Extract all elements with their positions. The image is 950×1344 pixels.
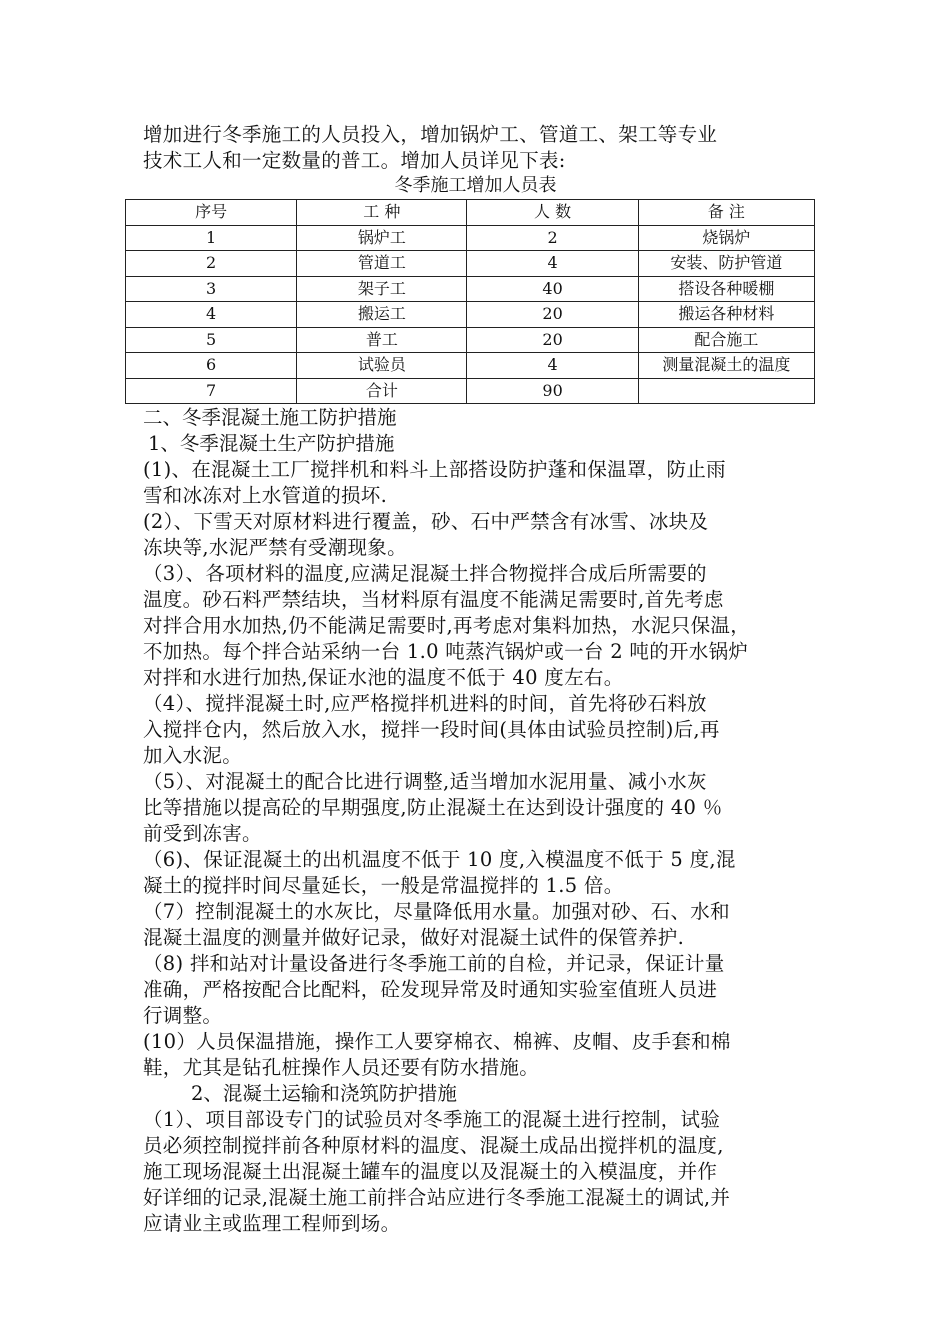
measure-line: 准确，严格按配合比配料，砼发现异常及时通知实验室值班人员进 <box>143 978 718 1001</box>
measure-line: 不加热。每个拌合站采纳一台 1.0 吨蒸汽锅炉或一台 2 吨的开水锅炉 <box>143 640 749 663</box>
table-cell <box>638 378 814 404</box>
table-cell: 4 <box>467 353 638 379</box>
measure-item <box>143 561 808 691</box>
table-cell: 4 <box>126 302 297 328</box>
table-cell: 测量混凝土的温度 <box>638 353 814 379</box>
measure-item <box>143 769 808 847</box>
table-cell: 搭设各种暖棚 <box>638 276 814 302</box>
table-caption: 冬季施工增加人员表 <box>394 175 557 196</box>
table-cell: 3 <box>126 276 297 302</box>
table-cell: 1 <box>126 225 297 251</box>
staff-table <box>125 199 815 404</box>
measure-line: 温度。砂石料严禁结块，当材料原有温度不能满足需要时,首先考虑 <box>143 588 724 611</box>
table-row <box>126 378 815 404</box>
intro-paragraph <box>143 122 808 198</box>
measure-line: (1)、在混凝土工厂搅拌机和料斗上部搭设防护蓬和保温罩，防止雨 <box>143 458 726 481</box>
intro-line: 技术工人和一定数量的普工。增加人员详见下表: <box>143 149 566 172</box>
measure-line: 冻块等,水泥严禁有受潮现象。 <box>143 536 407 559</box>
table-row <box>126 225 815 251</box>
measure-item <box>143 1029 808 1081</box>
measure-line: （3）、各项材料的温度,应满足混凝土拌合物搅拌合成后所需要的 <box>143 562 707 585</box>
measures-list <box>143 457 808 1081</box>
measure-line: (2）、下雪天对原材料进行覆盖，砂、石中严禁含有冰雪、冰块及 <box>143 510 709 533</box>
measure-line: 比等措施以提高砼的早期强度,防止混凝土在达到设计强度的 40 ％ <box>143 796 723 819</box>
subsection-title: 2、混凝土运输和浇筑防护措施 <box>191 1082 457 1105</box>
table-cell: 安装、防护管道 <box>638 251 814 277</box>
measure-line: （1）、项目部设专门的试验员对冬季施工的混凝土进行控制，试验 <box>143 1108 721 1131</box>
table-row <box>126 327 815 353</box>
measure-line: 好详细的记录,混凝土施工前拌合站应进行冬季施工混凝土的调试,并 <box>143 1186 731 1209</box>
measure-item <box>143 899 808 951</box>
table-cell: 烧锅炉 <box>638 225 814 251</box>
measure-line: 前受到冻害。 <box>143 822 262 845</box>
table-cell: 4 <box>467 251 638 277</box>
intro-line: 增加进行冬季施工的人员投入，增加锅炉工、管道工、架工等专业 <box>143 123 718 146</box>
table-cell: 试验员 <box>297 353 467 379</box>
header-cell: 工 种 <box>297 200 467 226</box>
measure-line: 鞋，尤其是钻孔桩操作人员还要有防水措施。 <box>143 1056 540 1079</box>
measure-line: (10）人员保温措施，操作工人要穿棉衣、棉裤、皮帽、皮手套和棉 <box>143 1030 731 1053</box>
measure-line: 混凝土温度的测量并做好记录，做好对混凝土试件的保管养护. <box>143 926 685 949</box>
table-row <box>126 276 815 302</box>
subsection-title: 1、冬季混凝土生产防护措施 <box>148 432 395 455</box>
measure-line: 对拌合用水加热,仍不能满足需要时,再考虑对集料加热，水泥只保温， <box>143 614 750 637</box>
table-cell: 90 <box>467 378 638 404</box>
measure-line: 行调整。 <box>143 1004 223 1027</box>
table-cell: 锅炉工 <box>297 225 467 251</box>
measure-item <box>143 691 808 769</box>
measure-line: （5）、对混凝土的配合比进行调整,适当增加水泥用量、减小水灰 <box>143 770 707 793</box>
measure-line: （4）、搅拌混凝土时,应严格搅拌机进料的时间，首先将砂石料放 <box>143 692 707 715</box>
transport-measures-list <box>143 1107 808 1237</box>
table-body <box>126 225 815 404</box>
table-row <box>126 302 815 328</box>
header-cell: 备 注 <box>638 200 814 226</box>
table-cell: 7 <box>126 378 297 404</box>
table-cell: 20 <box>467 302 638 328</box>
measure-item <box>143 1107 808 1237</box>
measure-line: （7）控制混凝土的水灰比，尽量降低用水量。加强对砂、石、水和 <box>143 900 730 923</box>
table-cell: 搬运各种材料 <box>638 302 814 328</box>
table-row <box>126 353 815 379</box>
measure-line: 应请业主或监理工程师到场。 <box>143 1212 401 1235</box>
table-cell: 2 <box>467 225 638 251</box>
measure-line: 加入水泥。 <box>143 744 243 767</box>
table-cell: 配合施工 <box>638 327 814 353</box>
table-row <box>126 251 815 277</box>
table-cell: 普工 <box>297 327 467 353</box>
measure-line: 对拌和水进行加热,保证水池的温度不低于 40 度左右。 <box>143 666 624 689</box>
header-cell: 序号 <box>126 200 297 226</box>
measure-item <box>143 847 808 899</box>
table-cell: 合计 <box>297 378 467 404</box>
measure-line: （8) 拌和站对计量设备进行冬季施工前的自检，并记录，保证计量 <box>143 952 725 975</box>
table-cell: 20 <box>467 327 638 353</box>
table-cell: 架子工 <box>297 276 467 302</box>
measure-line: （6)、保证混凝土的出机温度不低于 10 度,入模温度不低于 5 度,混 <box>143 848 736 871</box>
table-cell: 6 <box>126 353 297 379</box>
measure-item <box>143 509 808 561</box>
measure-line: 员必须控制搅拌前各种原材料的温度、混凝土成品出搅拌机的温度, <box>143 1134 724 1157</box>
table-cell: 搬运工 <box>297 302 467 328</box>
table-cell: 40 <box>467 276 638 302</box>
header-cell: 人 数 <box>467 200 638 226</box>
table-cell: 管道工 <box>297 251 467 277</box>
measure-item <box>143 457 808 509</box>
table-cell: 5 <box>126 327 297 353</box>
table-cell: 2 <box>126 251 297 277</box>
section-title: 二、冬季混凝土施工防护措施 <box>143 406 397 429</box>
measure-line: 施工现场混凝土出混凝土罐车的温度以及混凝土的入模温度，并作 <box>143 1160 718 1183</box>
measure-item <box>143 951 808 1029</box>
measure-line: 雪和冰冻对上水管道的损坏. <box>143 484 388 507</box>
measure-line: 入搅拌仓内，然后放入水，搅拌一段时间(具体由试验员控制)后,再 <box>143 718 720 741</box>
section-2 <box>143 405 808 1237</box>
measure-line: 凝土的搅拌时间尽量延长，一般是常温搅拌的 1.5 倍。 <box>143 874 624 897</box>
table-header-row <box>126 200 815 226</box>
